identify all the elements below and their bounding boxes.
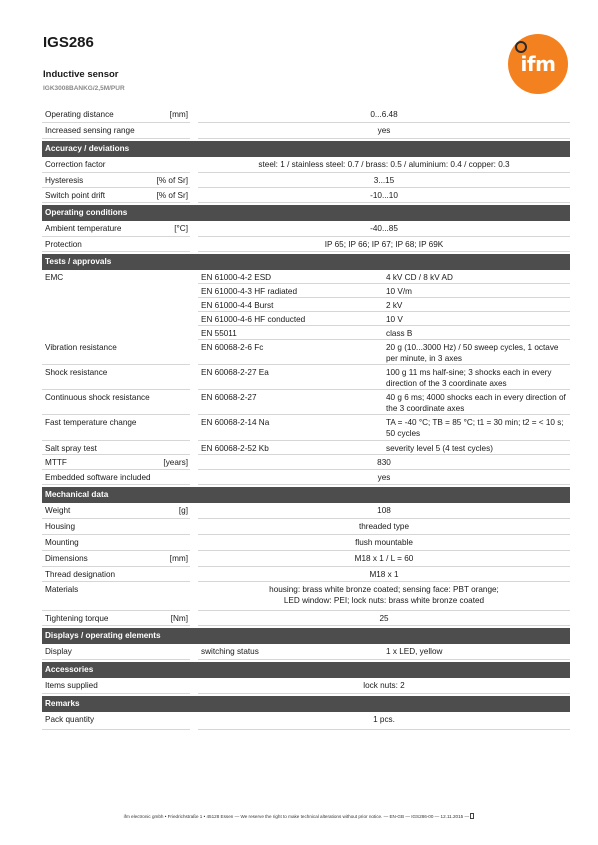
spec-value: flush mountable	[355, 538, 413, 547]
spec-row	[42, 535, 570, 551]
spec-unit: [% of Sr]	[156, 191, 188, 200]
spec-standard: EN 61000-4-2 ESD	[201, 273, 272, 282]
spec-row	[42, 503, 570, 519]
spec-row	[42, 551, 570, 567]
spec-standard: EN 61000-4-6 HF conducted	[201, 315, 306, 324]
spec-row	[42, 582, 570, 611]
spec-result: 2 kV	[386, 301, 403, 310]
spec-row	[42, 455, 570, 470]
spec-unit: [mm]	[169, 554, 188, 563]
spec-value: yes	[377, 473, 391, 482]
spec-label: Hysteresis	[45, 176, 84, 185]
spec-row	[42, 470, 570, 485]
spec-row	[42, 326, 570, 340]
spec-result: severity level 5 (4 test cycles)	[386, 444, 493, 453]
spec-standard: EN 55011	[201, 329, 237, 338]
spec-result: 10 V	[386, 315, 403, 324]
spec-label: EMC	[45, 273, 64, 282]
spec-standard: EN 61000-4-3 HF radiated	[201, 287, 298, 296]
spec-standard: EN 60068-2-27	[201, 393, 257, 402]
spec-value	[198, 585, 570, 606]
spec-result: 1 x LED, yellow	[386, 647, 443, 656]
spec-table	[42, 107, 570, 730]
spec-row	[42, 567, 570, 582]
spec-row	[42, 188, 570, 203]
spec-unit: [g]	[178, 506, 188, 515]
section-header: Mechanical data	[42, 487, 570, 503]
spec-value: 830	[377, 458, 391, 467]
product-title: IGS286	[43, 34, 94, 51]
spec-label: Protection	[45, 240, 82, 249]
spec-label: Operating distance	[45, 110, 114, 119]
spec-standard: EN 60068-2-52 Kb	[201, 444, 269, 453]
logo-text: ifm	[520, 52, 556, 76]
spec-label: Shock resistance	[45, 368, 108, 377]
spec-value: lock nuts: 2	[363, 681, 405, 690]
spec-standard: EN 61000-4-4 Burst	[201, 301, 274, 310]
spec-label: MTTF	[45, 458, 67, 467]
spec-row	[42, 644, 570, 660]
spec-row	[42, 415, 570, 441]
spec-row	[42, 312, 570, 326]
spec-label: Pack quantity	[45, 715, 95, 724]
spec-value: -40...85	[370, 224, 398, 233]
spec-row	[42, 519, 570, 535]
product-subtitle: Inductive sensor	[43, 69, 119, 80]
spec-row	[42, 365, 570, 390]
spec-value: -10...10	[370, 191, 398, 200]
spec-row	[42, 441, 570, 455]
spec-result: TA = -40 °C; TB = 85 °C; t1 = 30 min; t2 = < 10 s; 50 cycles	[386, 418, 564, 438]
spec-standard: EN 60068-2-6 Fc	[201, 343, 264, 352]
spec-label: Weight	[45, 506, 71, 515]
spec-label: Ambient temperature	[45, 224, 122, 233]
spec-row	[42, 712, 570, 730]
spec-standard: switching status	[201, 647, 259, 656]
spec-value: 0...6.48	[370, 110, 398, 119]
spec-label: Vibration resistance	[45, 343, 117, 352]
spec-result: 40 g 6 ms; 4000 shocks each in every direction of the 3 coordinate axes	[386, 393, 566, 413]
spec-row	[42, 237, 570, 252]
spec-value: 108	[377, 506, 391, 515]
spec-result: 10 V/m	[386, 287, 412, 296]
spec-value: yes	[377, 126, 391, 135]
spec-value-line: LED window: PEI; lock nuts: brass white bronze coated	[283, 595, 485, 605]
spec-standard: EN 60068-2-27 Ea	[201, 368, 269, 377]
spec-result: 100 g 11 ms half-sine; 3 shocks each in every direction of the 3 coordinate axes	[386, 368, 552, 388]
spec-label: Items supplied	[45, 681, 98, 690]
spec-unit: [% of Sr]	[156, 176, 188, 185]
section-header: Tests / approvals	[42, 254, 570, 270]
spec-value: M18 x 1	[369, 570, 399, 579]
spec-value: 1 pcs.	[373, 715, 395, 724]
spec-row	[42, 123, 570, 139]
ifm-logo	[508, 34, 568, 94]
spec-label: Housing	[45, 522, 76, 531]
spec-unit: [years]	[163, 458, 188, 467]
spec-label: Dimensions	[45, 554, 88, 563]
section-header: Accuracy / deviations	[42, 141, 570, 157]
spec-row	[42, 390, 570, 415]
spec-result: 4 kV CD / 8 kV AD	[386, 273, 453, 282]
spec-label: Tightening torque	[45, 614, 109, 623]
spec-result: class B	[386, 329, 413, 338]
section-header: Operating conditions	[42, 205, 570, 221]
spec-label: Mounting	[45, 538, 79, 547]
spec-value: 25	[379, 614, 389, 623]
spec-row	[42, 173, 570, 188]
spec-label: Continuous shock resistance	[45, 393, 150, 402]
spec-label: Correction factor	[45, 160, 106, 169]
spec-label: Display	[45, 647, 72, 656]
footer-text	[0, 813, 598, 819]
spec-result: 20 g (10...3000 Hz) / 50 sweep cycles, 1 octave per minute, in 3 axes	[386, 343, 559, 363]
spec-row	[42, 298, 570, 312]
spec-value: steel: 1 / stainless steel: 0.7 / brass: 0.5 / aluminium: 0.4 / copper: 0.3	[258, 160, 510, 169]
spec-label: Salt spray test	[45, 444, 97, 453]
spec-row	[42, 270, 570, 284]
article-number: IGK3008BANKG/2,5M/PUR	[43, 85, 125, 92]
section-header: Accessories	[42, 662, 570, 678]
spec-row	[42, 107, 570, 123]
spec-label: Switch point drift	[45, 191, 106, 200]
spec-unit: [°C]	[174, 224, 188, 233]
spec-value: M18 x 1 / L = 60	[354, 554, 414, 563]
spec-row	[42, 157, 570, 173]
spec-value-line: housing: brass white bronze coated; sensing face: PBT orange;	[269, 585, 499, 594]
spec-label: Fast temperature change	[45, 418, 137, 427]
footer-legal-text: ifm electronic gmbh • Friedrichstraße 1 • 45128 Essen — We reserve the right to make technical alterations without prior notice. — EN-GB — IGS286-00 — 12.11.2015 —	[123, 814, 470, 819]
spec-label: Embedded software included	[45, 473, 151, 482]
spec-unit: [mm]	[169, 110, 188, 119]
spec-row	[42, 221, 570, 237]
spec-label: Thread designation	[45, 570, 116, 579]
spec-row	[42, 678, 570, 694]
spec-row	[42, 340, 570, 365]
spec-standard: EN 60068-2-14 Na	[201, 418, 270, 427]
spec-row	[42, 611, 570, 626]
spec-value: IP 65; IP 66; IP 67; IP 68; IP 69K	[324, 240, 444, 249]
spec-value: threaded type	[358, 522, 410, 531]
spec-row	[42, 284, 570, 298]
spec-label: Materials	[45, 585, 79, 594]
section-header: Displays / operating elements	[42, 628, 570, 644]
section-header: Remarks	[42, 696, 570, 712]
spec-unit: [Nm]	[170, 614, 188, 623]
page-icon	[470, 813, 474, 819]
spec-value: 3...15	[373, 176, 395, 185]
spec-label: Increased sensing range	[45, 126, 135, 135]
